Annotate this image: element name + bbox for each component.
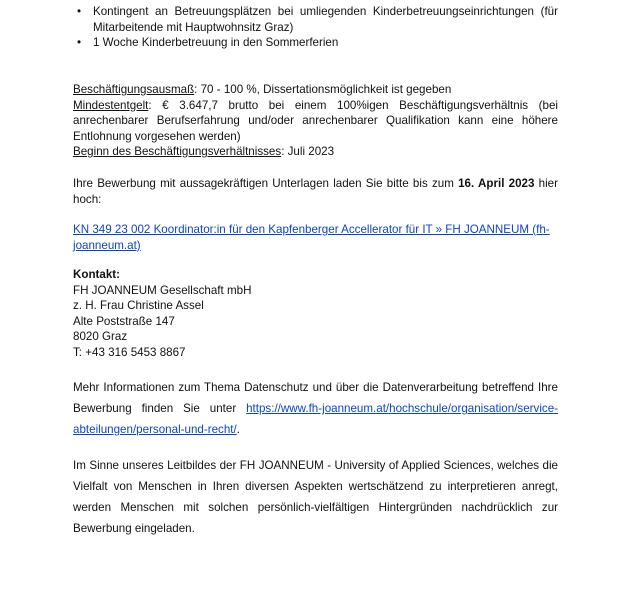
application-paragraph	[73, 176, 558, 207]
contact-line: 8020 Graz	[73, 330, 128, 343]
bullet-icon: •	[77, 36, 82, 49]
contact-line: FH JOANNEUM Gesellschaft mbH	[73, 283, 252, 297]
contact-line: Alte Poststraße 147	[73, 314, 175, 328]
contact-heading: Kontakt:	[73, 268, 121, 281]
bullet-icon: •	[77, 5, 82, 18]
application-text-after: hier hoch:	[73, 177, 558, 206]
start-label: Beginn des Beschäftigungsverhältnisses	[73, 145, 282, 158]
application-link-paragraph	[73, 222, 558, 253]
contact-block	[73, 267, 558, 360]
salary-label: Mindestentgelt	[73, 98, 149, 112]
application-deadline: 16. April 2023	[458, 177, 535, 190]
privacy-text-after: .	[236, 423, 240, 436]
benefits-list	[73, 4, 558, 51]
list-item	[73, 4, 558, 35]
start-value: : Juli 2023	[281, 145, 335, 158]
diversity-text: Im Sinne unseres Leitbildes der FH JOANNEUM - University of Applied Sciences, welches die Vielfalt von Menschen in Ihren diversen Aspekten wertschätzend zu interpretieren anregt, werden Menschen mit solchen persönlich-vielfältigen Hintergründen nachdrücklich zur Bewerbung eingeladen.	[73, 459, 558, 535]
salary-value: : € 3.647,7 brutto bei einem 100%igen Beschäftigungsverhältnis (bei anrechenbarer Berufserfahrung und/oder anrechenbarer Qualifikation kann eine höhere Entlohnung vorgesehen werden)	[73, 98, 558, 143]
contact-line: z. H. Frau Christine Assel	[73, 299, 204, 312]
privacy-paragraph	[73, 377, 558, 440]
scope-value: : 70 - 100 %, Dissertationsmöglichkeit ist gegeben	[194, 83, 452, 96]
contact-phone: T: +43 316 5453 8867	[73, 345, 186, 359]
application-link[interactable]: KN 349 23 002 Koordinator:in für den Kapfenberger Accellerator für IT » FH JOANNEUM (fh-joanneum.at)	[73, 223, 550, 252]
privacy-text: Mehr Informationen zum Thema Datenschutz und über die Datenverarbeitung betreffend Ihre Bewerbung finden Sie unter	[73, 381, 558, 415]
bullet-text: 1 Woche Kinderbetreuung in den Sommerferien	[93, 36, 339, 49]
employment-details	[73, 82, 558, 160]
list-item	[73, 35, 558, 51]
application-text: Ihre Bewerbung mit aussagekräftigen Unterlagen laden Sie bitte bis zum	[73, 177, 459, 190]
scope-label: Beschäftigungsausmaß	[73, 83, 195, 96]
bullet-text: Kontingent an Betreuungsplätzen bei umliegenden Kinderbetreuungseinrichtungen (für Mitarbeitende mit Hauptwohnsitz Graz)	[93, 5, 558, 34]
privacy-link[interactable]: https://www.fh-joanneum.at/hochschule/organisation/service-abteilungen/personal-und-recht/	[73, 402, 558, 436]
diversity-paragraph	[73, 455, 558, 539]
